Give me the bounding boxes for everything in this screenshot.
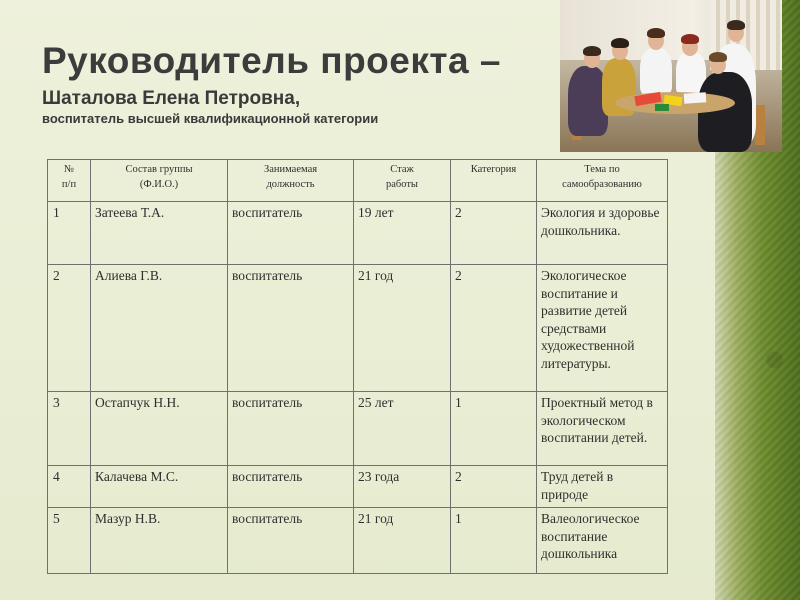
cell-name: Калачева М.С. [91, 466, 228, 508]
cell-num: 4 [48, 466, 91, 508]
header-topic: Тема по самообразованию [537, 160, 668, 202]
cell-topic: Труд детей в природе [537, 466, 668, 508]
cell-category: 1 [451, 508, 537, 574]
cell-num: 1 [48, 202, 91, 265]
slide-title: Руководитель проекта – [42, 40, 501, 81]
table-row [48, 202, 668, 265]
cell-experience: 25 лет [354, 392, 451, 466]
cell-topic: Проектный метод в экологическом воспитании детей. [537, 392, 668, 466]
table-row [48, 392, 668, 466]
cell-position: воспитатель [228, 466, 354, 508]
cell-num: 5 [48, 508, 91, 574]
cell-category: 2 [451, 265, 537, 392]
header-position: Занимаемая должность [228, 160, 354, 202]
header-category: Категория [451, 160, 537, 202]
cell-experience: 21 год [354, 265, 451, 392]
project-leader-name: Шаталова Елена Петровна, [42, 88, 301, 109]
cell-experience: 19 лет [354, 202, 451, 265]
cell-topic: Валеологическое воспитание дошкольника [537, 508, 668, 574]
cell-position: воспитатель [228, 265, 354, 392]
cell-name: Затеева Т.А. [91, 202, 228, 265]
cell-position: воспитатель [228, 202, 354, 265]
cell-num: 3 [48, 392, 91, 466]
cell-num: 2 [48, 265, 91, 392]
cell-name: Алиева Г.В. [91, 265, 228, 392]
cell-experience: 23 года [354, 466, 451, 508]
cell-category: 2 [451, 466, 537, 508]
cell-position: воспитатель [228, 392, 354, 466]
cell-category: 1 [451, 392, 537, 466]
cell-position: воспитатель [228, 508, 354, 574]
project-leader-qualification: воспитатель высшей квалификационной категории [42, 111, 379, 126]
project-team-table [47, 159, 668, 574]
cell-category: 2 [451, 202, 537, 265]
cell-topic: Экология и здоровье дошкольника. [537, 202, 668, 265]
cell-topic: Экологическое воспитание и развитие детей средствами художественной литературы. [537, 265, 668, 392]
header-num: № п/п [48, 160, 91, 202]
table-row [48, 508, 668, 574]
table-row [48, 466, 668, 508]
cell-name: Мазур Н.В. [91, 508, 228, 574]
group-photo [560, 0, 782, 152]
cell-name: Остапчук Н.Н. [91, 392, 228, 466]
table-row [48, 265, 668, 392]
header-name: Состав группы (Ф.И.О.) [91, 160, 228, 202]
cell-experience: 21 год [354, 508, 451, 574]
header-experience: Стаж работы [354, 160, 451, 202]
table-header-row [48, 160, 668, 202]
